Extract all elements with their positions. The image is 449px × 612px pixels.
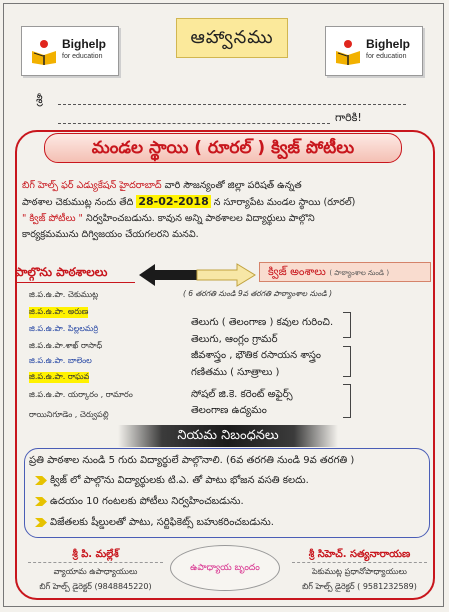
body-line-2-a: పాఠశాల చెకుముట్ల నందు తేది: [22, 197, 134, 208]
subject-item: సోషల్ జి.కె. కరెంట్ అఫైర్స్: [191, 389, 293, 400]
quiz-topics-heading: [259, 262, 431, 282]
signatory-role: వ్యాయామ ఉపాధ్యాయులు: [53, 567, 138, 576]
quiz-topics-note: ( పాఠ్యాంశాల నుండి ): [329, 269, 390, 277]
signatory-role: పెకుముట్ల ప్రధానోపాధ్యాయులు: [312, 567, 407, 576]
bighelp-logo-left: [21, 26, 119, 76]
logo-brand: Bighelp: [366, 37, 410, 51]
subject-item: జీవశాస్త్రం , భౌతిక రసాయన శాస్త్రం: [191, 350, 321, 361]
signatory-name: శ్రీ పి. మల్లేశ్: [28, 548, 163, 563]
signatory-contact: బిగ్ హెల్ప్ డైరెక్టర్ ( 9581232589): [302, 582, 417, 591]
school-item: జి.ప.ఉ.పా.శాఖ్ రాసాధ్: [29, 341, 103, 350]
rule-item: క్విజ్ లో పాల్గొను విద్యార్థులకు టి.ఎ. తో పాటు భోజన వసతి కలదు.: [50, 475, 309, 486]
page-title: ఆహ్వానము: [176, 18, 288, 58]
logo-sub: for education: [62, 53, 103, 60]
subject-item: గణితము ( సూత్రాలు ): [191, 367, 280, 378]
logo-brand: Bighelp: [62, 37, 106, 51]
body-line-3-rest: నిర్వహించబడును. కావున అన్ని పాఠశాలల విద్యార్థులు పాల్గొని: [85, 213, 315, 224]
school-item: జి.ప.ఉ.పా. అరుణ: [29, 307, 89, 316]
subject-bracket: [343, 312, 351, 338]
rule-item: ఉదయం 10 గంటలకు పోటీలు నిర్వహించబడును.: [50, 496, 244, 507]
subject-item: తెలుగు ( తెలంగాణ ) కవుల గురించి.: [191, 317, 334, 328]
signatory-name: శ్రీ సిహెచ్. సత్యనారాయణ: [292, 548, 427, 563]
book-icon: [334, 39, 362, 65]
book-icon: [30, 39, 58, 65]
signatory-contact: బిగ్ హెల్ప్ డైరెక్టర్ (9848845220): [39, 582, 152, 591]
school-item: జి.ప.ఉ.పా. రాఘవ: [29, 372, 90, 381]
subject-bracket: [343, 346, 351, 377]
invitation-body: [22, 178, 430, 243]
school-item: జి.ప.ఉ.పా. చెకుముట్ల: [29, 290, 99, 299]
invitee-name-line-2: [58, 123, 330, 124]
bighelp-logo-right: [325, 26, 423, 76]
subject-item: తెలుగు, ఆంగ్లం గ్రామర్: [191, 334, 278, 345]
quiz-topics-subtitle: ( 6 తరగతి నుండి 9వ తరగతి పాఠ్యాంశాల నుండి ): [183, 289, 333, 298]
school-item: జి.ప.ఉ.పా. పిల్లలమర్రి: [29, 324, 99, 333]
teachers-team-stamp: ఉపాధ్యాయ బృందం: [170, 545, 280, 591]
school-item: జి.ప.ఉ.పా. బాలెంల: [29, 356, 92, 365]
quiz-word: " క్విజ్ పోటీలు ": [22, 213, 83, 224]
quiz-banner: మండల స్థాయి ( రూరల్ ) క్విజ్ పోటీలు: [44, 133, 402, 163]
event-date: 28-02-2018: [138, 195, 209, 208]
double-arrow-icon: [137, 262, 257, 288]
org-name: బిగ్ హెల్ప్ ఫర్ ఎడ్యుకేషన్ హైదరాబాద్: [22, 180, 162, 191]
body-line-3: [22, 211, 430, 227]
gariki-label: గారికి!: [335, 111, 362, 124]
body-line-4: కార్యక్రమమును దిగ్విజయం చేయగలరని మనవి.: [22, 229, 199, 240]
subject-bracket: [343, 384, 351, 418]
body-line-1-rest: వారి సౌజన్యంతో జిల్లా పరిషత్ ఉన్నత: [164, 180, 302, 191]
school-item: జి.ప.ఉ.పా. యర్కారం , రామారం: [29, 390, 133, 399]
signature-left: [28, 548, 163, 593]
invitee-name-line-1: [58, 104, 406, 105]
body-line-2-b: న సూర్యాపేట మండల స్థాయి (రూరల్): [213, 197, 356, 208]
school-item: రాయినిగూడెం , చెర్వుపల్లి: [29, 410, 109, 419]
logo-sub: for education: [366, 53, 407, 60]
rules-heading: నియమ నిబంధనలు: [118, 425, 338, 447]
rule-item: విజేతలకు షీల్డులతో పాటు, సర్టిఫికెట్స్ బహుకరించబడును.: [50, 517, 274, 528]
body-line-2: [22, 194, 430, 211]
signature-right: [292, 548, 427, 593]
invitee-sri: శ్రీ: [36, 92, 43, 106]
rule-item: ప్రతి పాఠశాల నుండి 5 గురు విద్యార్థులే పాల్గొనాలి. (6వ తరగతి నుండి 9వ తరగతి ): [29, 455, 355, 466]
schools-heading: పాల్గొను పాఠశాలలు: [15, 265, 135, 283]
quiz-topics-title: క్విజ్ అంశాలు: [268, 265, 326, 278]
subject-item: తెలంగాణ ఉద్యమం: [191, 405, 267, 416]
body-line-1: [22, 178, 430, 194]
